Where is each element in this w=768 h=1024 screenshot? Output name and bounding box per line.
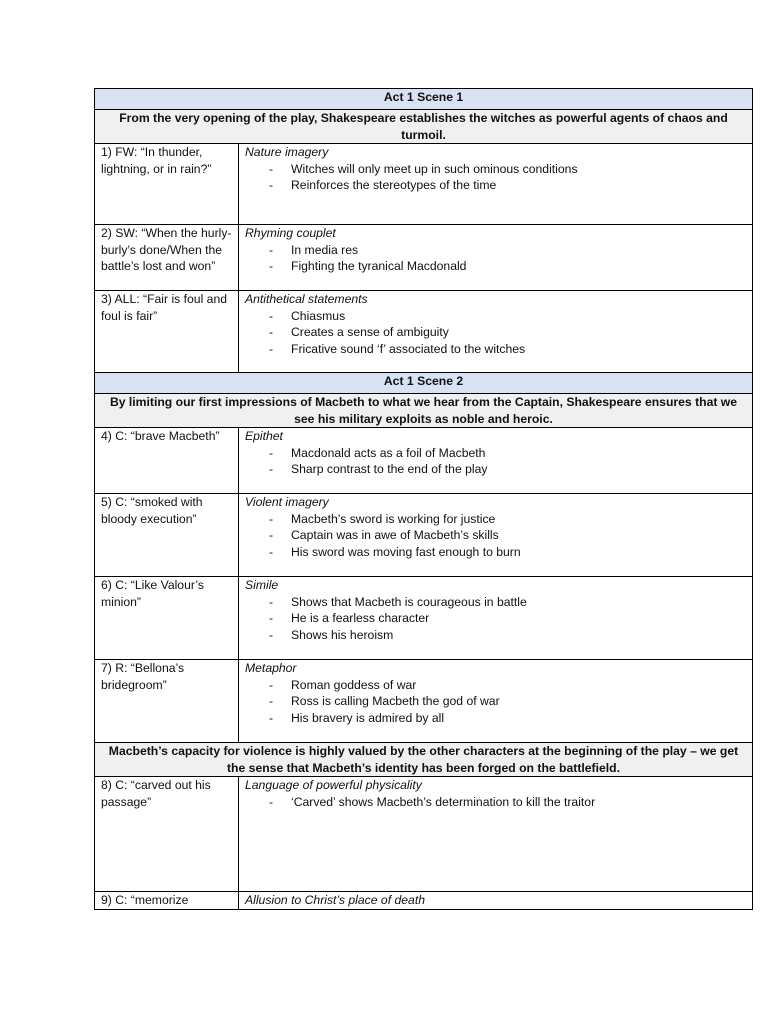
bullet-dash: -: [269, 242, 274, 257]
notes-table: [94, 88, 753, 910]
bullet-dash: -: [269, 611, 274, 625]
analysis-cell: [239, 660, 753, 743]
analysis-cell: [239, 225, 753, 291]
list-item: [245, 527, 746, 544]
scene-2-header-row: [95, 373, 753, 394]
quote-cell: 8) C: “carved out his passage”: [95, 777, 239, 892]
technique-label: Nature imagery: [245, 145, 329, 159]
point-text: His bravery is admired by all: [291, 710, 445, 725]
list-item: [245, 445, 746, 462]
bullet-dash: -: [269, 511, 274, 526]
point-text: Roman goddess of war: [291, 677, 417, 692]
analysis-cell: [239, 494, 753, 577]
table-row: [95, 494, 753, 577]
point-text: He is a fearless character: [291, 611, 430, 625]
list-item: [245, 161, 746, 178]
bullet-dash: -: [269, 594, 274, 609]
bullet-dash: -: [269, 259, 274, 273]
scene-1-title: Act 1 Scene 1: [95, 89, 753, 110]
bullet-list: [245, 445, 746, 478]
point-text: Shows his heroism: [291, 627, 394, 642]
section-banner: Macbeth’s capacity for violence is highly valued by the other characters at the beginning of the play – we get the sense that Macbeth’s identity has been forged on the battlefield.: [95, 743, 753, 777]
list-item: [245, 544, 746, 561]
scene-2-banner: By limiting our first impressions of Macbeth to what we hear from the Captain, Shakespeare ensures that we see his military exploits as noble and heroic.: [95, 394, 753, 428]
point-text: Macdonald acts as a foil of Macbeth: [291, 445, 486, 460]
bullet-dash: -: [269, 161, 274, 176]
banner-3-row: [95, 743, 753, 777]
quote-cell: 6) C: “Like Valour’s minion”: [95, 577, 239, 660]
analysis-cell: [239, 577, 753, 660]
bullet-dash: -: [269, 325, 274, 339]
point-text: Ross is calling Macbeth the god of war: [291, 694, 500, 708]
point-text: Shows that Macbeth is courageous in battle: [291, 594, 527, 609]
point-text: In media res: [291, 242, 359, 257]
point-text: Captain was in awe of Macbeth’s skills: [291, 528, 499, 542]
list-item: [245, 511, 746, 528]
list-item: [245, 677, 746, 694]
bullet-list: [245, 794, 746, 811]
quote-cell: 7) R: “Bellona’s bridegroom”: [95, 660, 239, 743]
list-item: [245, 461, 746, 478]
technique-label: Epithet: [245, 429, 283, 443]
list-item: [245, 242, 746, 259]
point-text: Chiasmus: [291, 308, 346, 323]
bullet-dash: -: [269, 462, 274, 476]
table-row: [95, 225, 753, 291]
quote-cell: 1) FW: “In thunder, lightning, or in rain?”: [95, 144, 239, 225]
bullet-dash: -: [269, 544, 274, 559]
analysis-cell: [239, 777, 753, 892]
bullet-list: [245, 308, 746, 358]
list-item: [245, 308, 746, 325]
point-text: Macbeth’s sword is working for justice: [291, 511, 496, 526]
quote-cell: 4) C: “brave Macbeth”: [95, 428, 239, 494]
bullet-dash: -: [269, 710, 274, 725]
bullet-dash: -: [269, 528, 274, 542]
technique-label: Antithetical statements: [245, 292, 368, 306]
list-item: [245, 324, 746, 341]
bullet-list: [245, 594, 746, 644]
list-item: [245, 594, 746, 611]
quote-cell: 9) C: “memorize: [95, 892, 239, 910]
bullet-list: [245, 242, 746, 275]
point-text: Reinforces the stereotypes of the time: [291, 178, 497, 192]
scene-1-banner: From the very opening of the play, Shakespeare establishes the witches as powerful agents of chaos and turmoil.: [95, 110, 753, 144]
point-text: Fricative sound ‘f’ associated to the witches: [291, 341, 526, 356]
list-item: [245, 693, 746, 710]
analysis-cell: [239, 428, 753, 494]
bullet-dash: -: [269, 341, 274, 356]
bullet-dash: -: [269, 445, 274, 460]
bullet-list: [245, 677, 746, 727]
scene-1-banner-row: [95, 110, 753, 144]
list-item: [245, 177, 746, 194]
technique-label: Simile: [245, 578, 279, 592]
technique-label: Allusion to Christ’s place of death: [245, 893, 425, 907]
point-text: Fighting the tyranical Macdonald: [291, 259, 467, 273]
analysis-cell: [239, 144, 753, 225]
scene-1-header-row: [95, 89, 753, 110]
point-text: ‘Carved’ shows Macbeth’s determination to kill the traitor: [291, 794, 596, 809]
technique-label: Violent imagery: [245, 495, 329, 509]
bullet-dash: -: [269, 308, 274, 323]
bullet-dash: -: [269, 794, 274, 809]
technique-label: Metaphor: [245, 661, 297, 675]
technique-label: Language of powerful physicality: [245, 778, 422, 792]
point-text: Witches will only meet up in such ominous conditions: [291, 161, 578, 176]
list-item: [245, 341, 746, 358]
bullet-dash: -: [269, 627, 274, 642]
point-text: Creates a sense of ambiguity: [291, 325, 449, 339]
list-item: [245, 610, 746, 627]
bullet-dash: -: [269, 178, 274, 192]
table-row: [95, 428, 753, 494]
table-row: [95, 892, 753, 910]
table-row: [95, 777, 753, 892]
list-item: [245, 627, 746, 644]
table-row: [95, 577, 753, 660]
list-item: [245, 258, 746, 275]
analysis-cell: [239, 892, 753, 910]
technique-label: Rhyming couplet: [245, 226, 336, 240]
bullet-list: [245, 161, 746, 194]
quote-cell: 5) C: “smoked with bloody execution”: [95, 494, 239, 577]
analysis-cell: [239, 291, 753, 373]
point-text: His sword was moving fast enough to burn: [291, 544, 521, 559]
quote-cell: 3) ALL: “Fair is foul and foul is fair”: [95, 291, 239, 373]
table-row: [95, 660, 753, 743]
scene-2-banner-row: [95, 394, 753, 428]
bullet-dash: -: [269, 694, 274, 708]
bullet-list: [245, 511, 746, 561]
scene-2-title: Act 1 Scene 2: [95, 373, 753, 394]
point-text: Sharp contrast to the end of the play: [291, 462, 488, 476]
table-row: [95, 291, 753, 373]
quote-cell: 2) SW: “When the hurly-burly’s done/When the battle’s lost and won”: [95, 225, 239, 291]
list-item: [245, 710, 746, 727]
list-item: [245, 794, 746, 811]
table-row: [95, 144, 753, 225]
bullet-dash: -: [269, 677, 274, 692]
